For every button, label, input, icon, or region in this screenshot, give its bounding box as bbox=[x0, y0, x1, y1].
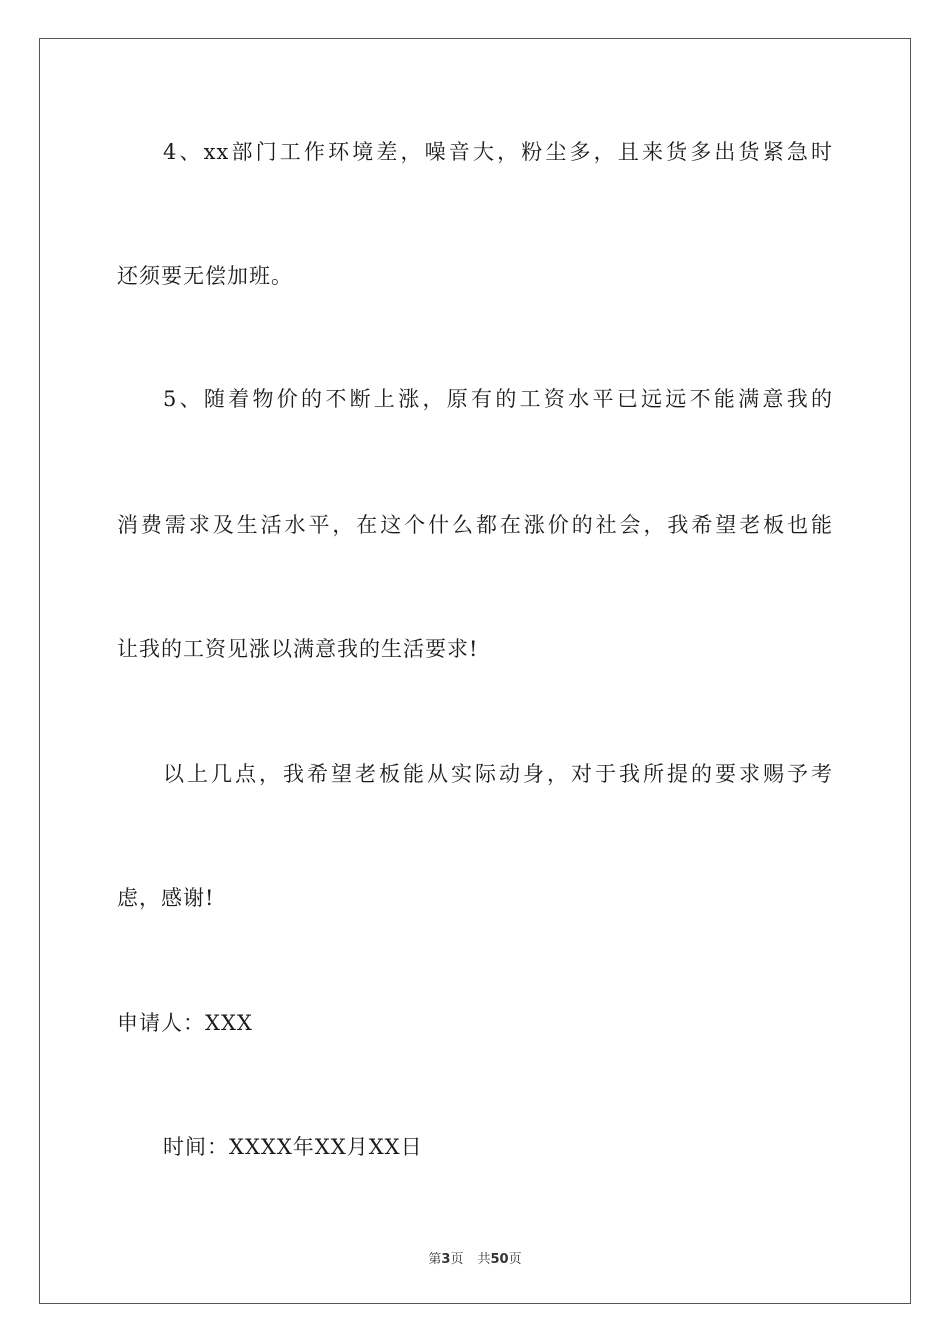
closing-paragraph-line-1: 以上几点，我希望老板能从实际动身，对于我所提的要求赐予考 bbox=[163, 762, 833, 786]
page-footer bbox=[0, 1248, 950, 1267]
paragraph-4-line-1: 4、xx部门工作环境差，噪音大，粉尘多，且来货多出货紧急时 bbox=[163, 140, 833, 164]
total-label-suffix: 页 bbox=[508, 1252, 522, 1267]
total-pages: 50 bbox=[490, 1252, 509, 1267]
paragraph-5-line-2: 消费需求及生活水平，在这个什么都在涨价的社会，我希望老板也能 bbox=[117, 513, 833, 537]
closing-paragraph-line-2: 虑，感谢! bbox=[117, 886, 215, 910]
total-label-prefix: 共 bbox=[477, 1252, 491, 1267]
page-border bbox=[39, 38, 911, 1304]
paragraph-5-line-3: 让我的工资见涨以满意我的生活要求! bbox=[117, 637, 479, 661]
page-label-suffix: 页 bbox=[450, 1252, 464, 1267]
paragraph-5-line-1: 5、随着物价的不断上涨，原有的工资水平已远远不能满意我的 bbox=[163, 387, 833, 411]
applicant-line: 申请人：XXX bbox=[117, 1011, 253, 1035]
paragraph-4-line-2: 还须要无偿加班。 bbox=[117, 264, 293, 288]
page-number: 3 bbox=[441, 1252, 451, 1267]
page-label-prefix: 第 bbox=[428, 1252, 442, 1267]
date-line: 时间：XXXX年XX月XX日 bbox=[163, 1135, 423, 1159]
